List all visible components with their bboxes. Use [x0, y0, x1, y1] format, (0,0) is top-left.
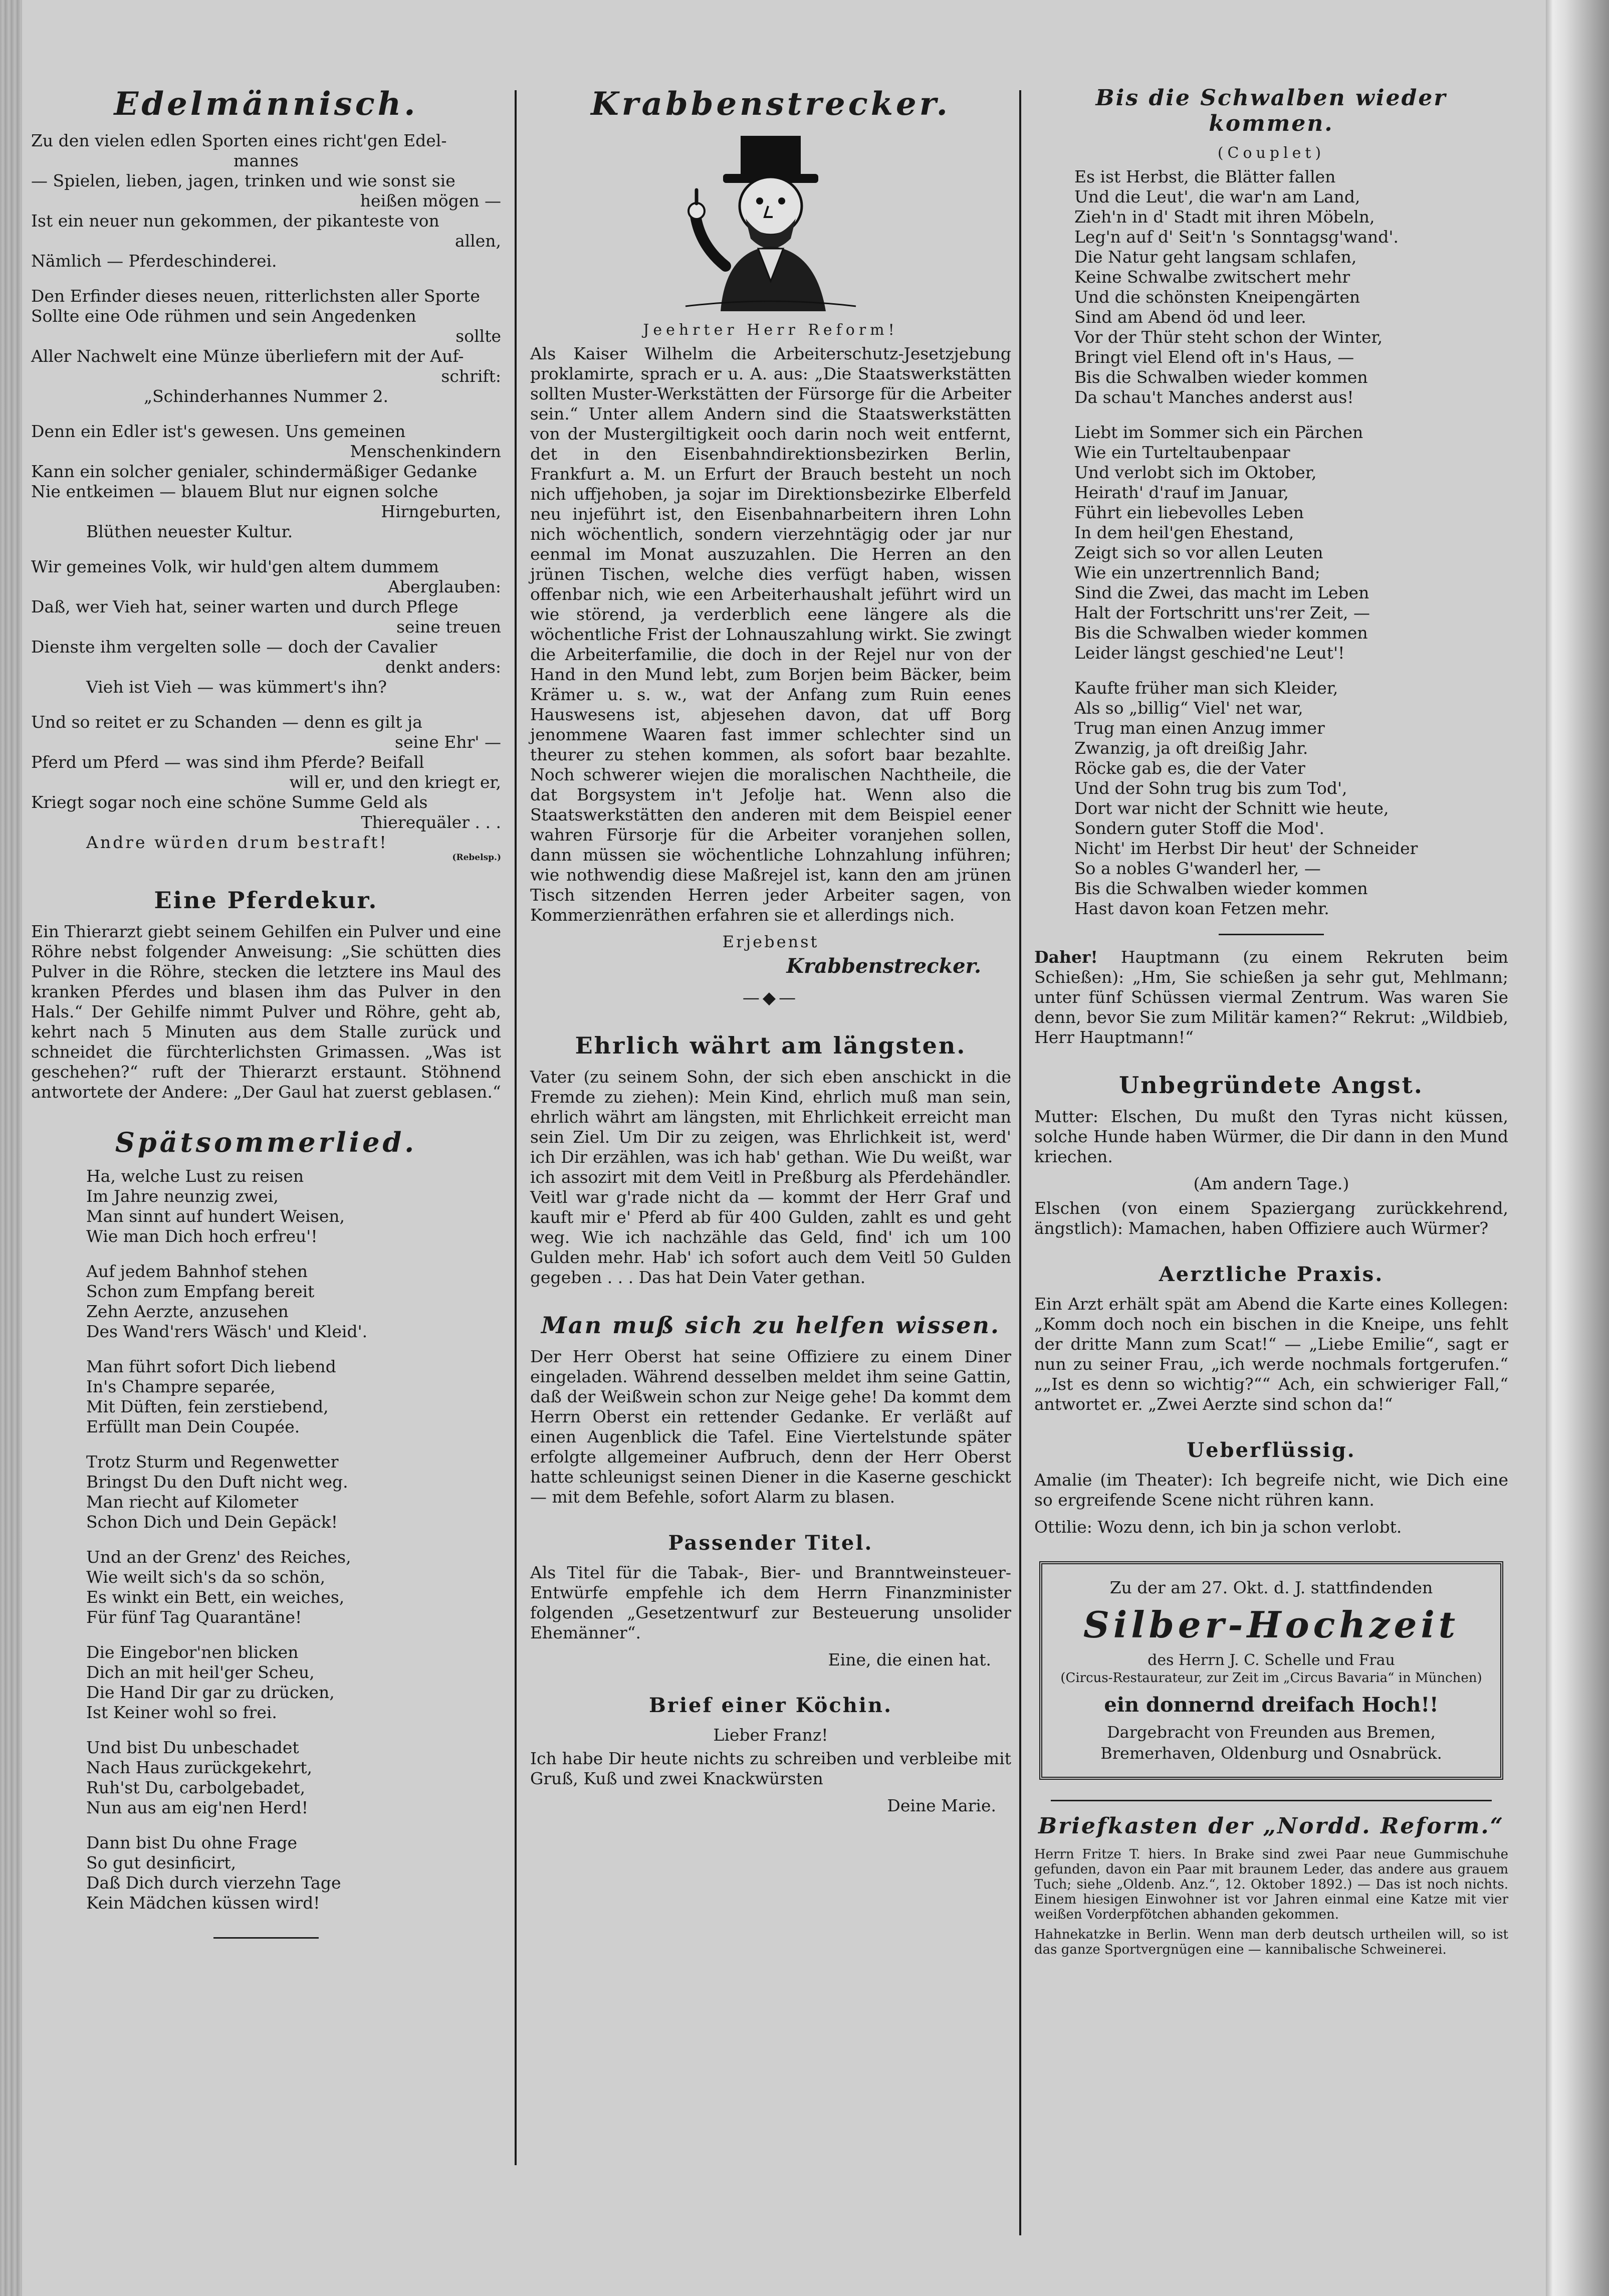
- verse-line: Und bist Du unbeschadet: [86, 1738, 299, 1757]
- article-title: Spätsommerlied.: [115, 1126, 417, 1158]
- verse-line: Hirngeburten,: [381, 502, 501, 521]
- signature: Eine, die einen hat.: [828, 1650, 991, 1669]
- verse-line: Leg'n auf d' Seit'n 's Sonntagsg'wand'.: [1074, 227, 1399, 247]
- verse-line: Liebt im Sommer sich ein Pärchen: [1074, 423, 1363, 442]
- article-title: Krabbenstrecker.: [591, 85, 951, 123]
- article-body: Als Titel für die Tabak-, Bier- und Branntweinsteuer-Entwürfe empfehle ich dem Herrn Finanzminister folgenden „Gesetzentwurf zur Besteuerung unsolider Ehemänner“.: [530, 1563, 1011, 1642]
- article-pferdekur: [31, 887, 501, 1102]
- poem-stanza: [31, 131, 501, 271]
- verse-line: Röcke gab es, die der Vater: [1074, 758, 1305, 778]
- ornament-divider: —◆—: [742, 988, 799, 1008]
- verse-line: Und die Leut', die war'n am Land,: [1074, 187, 1360, 206]
- poem-stanza: [1074, 167, 1508, 407]
- caricature-illustration: [665, 131, 876, 311]
- article-title: Eine Pferdekur.: [154, 887, 378, 914]
- verse-line: denkt anders:: [385, 657, 501, 677]
- verse-line: Heirath' d'rauf im Januar,: [1074, 483, 1289, 502]
- verse-line: mannes: [234, 151, 299, 170]
- poem-stanza: [86, 1547, 501, 1627]
- announcement-from: Dargebracht von Freunden aus Bremen, Bremerhaven, Oldenburg und Osnabrück.: [1100, 1723, 1442, 1763]
- article-title: Man muß sich zu helfen wissen.: [541, 1312, 1000, 1339]
- announcement-note: (Circus-Restaurateur, zur Zeit im „Circus Bavaria“ in München): [1060, 1671, 1482, 1686]
- source-note: (Rebelsp.): [452, 853, 501, 863]
- column-middle: [530, 85, 1011, 1839]
- verse-line: heißen mögen —: [360, 191, 501, 211]
- verse-line: Nie entkeimen — blauem Blut nur eignen solche: [31, 482, 438, 501]
- verse-line: Denn ein Edler ist's gewesen. Uns gemeinen: [31, 422, 406, 441]
- column-rule-right: [1019, 90, 1021, 2235]
- article-brief: [530, 1694, 1011, 1815]
- article-title: Aerztliche Praxis.: [1159, 1263, 1384, 1286]
- verse-line: Vieh ist Vieh — was kümmert's ihn?: [86, 677, 387, 697]
- verse-line: Des Wand'rers Wäsch' und Kleid'.: [86, 1322, 368, 1341]
- verse-line: Sollte eine Ode rühmen und sein Angedenken: [31, 306, 416, 326]
- verse-line: Keine Schwalbe zwitschert mehr: [1074, 267, 1350, 287]
- verse-line: Man führt sofort Dich liebend: [86, 1357, 336, 1376]
- verse-line: Und an der Grenz' des Reiches,: [86, 1547, 351, 1567]
- article-title: Brief einer Köchin.: [648, 1694, 893, 1717]
- article-body: Als Kaiser Wilhelm die Arbeiterschutz-Jesetzjebung proklamirte, sprach er u. A. aus: „Die Staatswerkstätten sollten Muster-Werkstätten der Fürsorge für die Arbeiter sein.“ Unter allem Andern sind die Staatswerkstätten von der Mustergiltigkeit ooch darin noch weit entfernt, det in den Eisenbahndirektionsbezirken Berlin, Frankfurt a. M. un Erfurt der Brauch besteht un noch nich uffjehoben, ja sojar im Direktionsbezirke Elberfeld neu injeführt ist, den Eisenbahnarbeitern ihren Lohn nich wöchentlich, sondern vierzehntägig oder jar nur eenmal im Monat auszuzahlen. Die Herren an den jrünen Tischen, welche dies verfügt haben, wissen offenbar nich, wie een Arbeiterhaushalt jeführt wird un wie störend, ja verderblich eene längere als die wöchentliche Frist der Lohnauszahlung wirkt. Sie zwingt die Arbeiterfamilie, die doch in der Rejel nur von der Hand in den Mund lebt, zum Borjen beim Bäcker, beim Krämer u. s. w., wat der Anfang zum Ruin eenes Hauswesens ist, abjesehen davon, dat uff Borg jenommene Waaren fast immer schlechter sind un theurer zu stehen kommen, als sofort baar bezahlte. Noch schwerer wiejen die moralischen Nachtheile, die dat Borgsystem in't Jefolje hat. Wenn also die Staatswerkstätten den anderen mit dem Beispiel eener wahren Fürsorje für die Arbeiter voranjehen sollen, dann müssen sie wöchentliche Lohnzahlung inführen; wie nothwendig diese Maßrejel ist, kann den am jrünen Tisch sitzenden Herren jeder Arbeiter sagen, von Kommerzienräthen erfahren sie et allerdings nich.: [530, 344, 1011, 925]
- verse-line: Zieh'n in d' Stadt mit ihren Möbeln,: [1074, 207, 1375, 227]
- article-title: Ueberflüssig.: [1187, 1438, 1356, 1462]
- column-rule-left: [515, 90, 517, 2165]
- article-body: Der Herr Oberst hat seine Offiziere zu einem Diner eingeladen. Während desselben meldet ihm seine Gattin, daß der Weißwein schon zur Neige gehe! Da kommt dem Herrn Oberst ein rettender Gedanke. Er verläßt auf einen Augenblick die Tafel. Eine Viertelstunde später erfolgte allgemeiner Aufbruch, denn der Herr Oberst hatte schleunigst seinen Diener in die Kaserne geschickt — mit dem Befehle, sofort Alarm zu blasen.: [530, 1347, 1011, 1507]
- article-spaetsommerlied: [31, 1126, 501, 1913]
- article-titel: [530, 1531, 1011, 1669]
- verse-line: Wie weilt sich's da so schön,: [86, 1567, 326, 1587]
- verse-line: Daß Dich durch vierzehn Tage: [86, 1873, 341, 1893]
- article-title: Passender Titel.: [668, 1531, 873, 1555]
- verse-line: Die Natur geht langsam schlafen,: [1074, 247, 1357, 267]
- verse-line: Wir gemeines Volk, wir huld'gen altem dummem: [31, 557, 439, 576]
- verse-line: So gut desinficirt,: [86, 1853, 237, 1872]
- verse-line: Auf jedem Bahnhof stehen: [86, 1262, 308, 1281]
- article-briefkasten: [1034, 1813, 1508, 1957]
- page-stack-edge: [0, 0, 22, 2296]
- verse-line: Es ist Herbst, die Blätter fallen: [1074, 167, 1336, 186]
- poem-stanza: [31, 557, 501, 697]
- verse-line: Aller Nachwelt eine Münze überliefern mit der Auf-: [31, 346, 464, 366]
- verse-line: Bis die Schwalben wieder kommen: [1074, 367, 1368, 387]
- verse-line: Ist ein neuer nun gekommen, der pikanteste von: [31, 211, 439, 231]
- verse-line: Den Erfinder dieses neuen, ritterlichsten aller Sporte: [31, 286, 480, 306]
- verse-line: Dich an mit heil'ger Scheu,: [86, 1662, 315, 1682]
- lead-word: Daher!: [1034, 947, 1098, 967]
- verse-line: sollte: [455, 326, 501, 346]
- verse-line: Ist Keiner wohl so frei.: [86, 1703, 277, 1722]
- article-angst: [1034, 1072, 1508, 1238]
- verse-line: Es winkt ein Bett, ein weiches,: [86, 1587, 345, 1607]
- announcement-title: Silber-Hochzeit: [1083, 1603, 1460, 1646]
- verse-line: Kaufte früher man sich Kleider,: [1074, 678, 1338, 698]
- poem-stanza: [31, 286, 501, 406]
- verse-line: Nun aus am eig'nen Herd!: [86, 1798, 308, 1817]
- divider: [1219, 934, 1324, 935]
- verse-line: seine treuen: [396, 617, 501, 637]
- divider: [213, 1937, 319, 1939]
- verse-line: Trug man einen Anzug immer: [1074, 718, 1325, 738]
- verse-line: Andre würden drum bestraft!: [86, 832, 388, 852]
- closing: Erjebenst: [722, 932, 819, 951]
- article-title: Bis die Schwalben wieder kommen.: [1095, 85, 1447, 136]
- article-body: Ottilie: Wozu denn, ich bin ja schon verlobt.: [1034, 1517, 1402, 1537]
- poem: [31, 1166, 501, 1913]
- verse-line: Zwanzig, ja oft dreißig Jahr.: [1074, 738, 1308, 758]
- verse-line: Ruh'st Du, carbolgebadet,: [86, 1778, 306, 1797]
- article-praxis: [1034, 1263, 1508, 1414]
- verse-line: will er, und den kriegt er,: [289, 772, 501, 792]
- scene-note: (Am andern Tage.): [1193, 1174, 1349, 1193]
- poem-stanza: [86, 1452, 501, 1532]
- verse-line: Halt der Fortschritt uns'rer Zeit, —: [1074, 603, 1370, 622]
- verse-line: Und verlobt sich im Oktober,: [1074, 463, 1317, 482]
- salutation: Lieber Franz!: [713, 1725, 828, 1745]
- article-krabbenstrecker: [530, 85, 1011, 1008]
- verse-line: seine Ehr' —: [395, 732, 501, 752]
- letterbox-entry: Herrn Fritze T. hiers. In Brake sind zwei Paar neue Gummischuhe gefunden, davon ein Paar mit braunem Leder, das andere aus grauem Tuch; siehe „Oldenb. Anz.“, 12. Oktober 1892.) — Das ist noch nichts. Einem hiesigen Einwohner ist vor Jahren einmal eine Katze mit vier weißen Vorderpfötchen abhanden gekommen.: [1034, 1847, 1508, 1922]
- subtitle: (Couplet): [1217, 144, 1325, 162]
- verse-line: Führt ein liebevolles Leben: [1074, 503, 1304, 522]
- verse-line: Zeigt sich so vor allen Leuten: [1074, 543, 1323, 562]
- poem-stanza: [31, 712, 501, 863]
- verse-line: Dann bist Du ohne Frage: [86, 1833, 298, 1852]
- article-daher: [1034, 947, 1508, 1048]
- verse-line: Für fünf Tag Quarantäne!: [86, 1607, 302, 1627]
- article-title: Edelmännisch.: [114, 85, 418, 123]
- article-body: Mutter: Elschen, Du mußt den Tyras nicht küssen, solche Hunde haben Würmer, die Dir dann in den Mund kriechen.: [1034, 1107, 1508, 1166]
- column-right: [1034, 85, 1508, 1981]
- verse-line: Die Eingebor'nen blicken: [86, 1642, 299, 1662]
- verse-line: Dort war nicht der Schnitt wie heute,: [1074, 798, 1389, 818]
- poem-stanza: [86, 1642, 501, 1723]
- verse-line: allen,: [454, 231, 501, 251]
- poem-stanza: [86, 1166, 501, 1246]
- article-body: Ich habe Dir heute nichts zu schreiben und verbleibe mit Gruß, Kuß und zwei Knackwürsten: [530, 1749, 1011, 1788]
- article-helfen: [530, 1312, 1011, 1507]
- verse-line: In dem heil'gen Ehestand,: [1074, 523, 1294, 542]
- signature: Krabbenstrecker.: [786, 954, 981, 978]
- verse-line: Dienste ihm vergelten solle — doch der Cavalier: [31, 637, 437, 657]
- column-left: [31, 85, 501, 1959]
- poem-stanza: [86, 1357, 501, 1437]
- verse-line: Vor der Thür steht schon der Winter,: [1074, 327, 1383, 347]
- article-schwalben: [1034, 85, 1508, 935]
- verse-line: Nämlich — Pferdeschinderei.: [31, 251, 277, 271]
- verse-line: Thierequäler . . .: [361, 812, 501, 832]
- article-title: Ehrlich währt am längsten.: [575, 1032, 967, 1059]
- verse-line: Erfüllt man Dein Coupée.: [86, 1417, 300, 1436]
- poem-stanza: [31, 422, 501, 542]
- salutation: Jeehrter Herr Reform!: [643, 321, 898, 339]
- poem-stanza: [1074, 423, 1508, 663]
- verse-line: Die Hand Dir gar zu drücken,: [86, 1683, 335, 1702]
- body-text: Hauptmann (zu einem Rekruten beim Schießen): „Hm, Sie schießen ja sehr gut, Mehlmann; unter fünf Schüssen viermal Zentrum. Was waren Sie denn, bevor Sie zum Militär kamen?“ Rekrut: „Wildbieb, Herr Hauptmann!“: [1034, 947, 1508, 1047]
- verse-line: Mit Düften, fein zerstiebend,: [86, 1397, 329, 1416]
- verse-line: Wie man Dich hoch erfreu'!: [86, 1226, 318, 1246]
- verse-line: Man sinnt auf hundert Weisen,: [86, 1206, 345, 1226]
- verse-line: Sondern guter Stoff die Mod'.: [1074, 818, 1325, 838]
- announcement-cheer: ein donnernd dreifach Hoch!!: [1104, 1693, 1439, 1717]
- silver-wedding-announcement: [1039, 1561, 1503, 1780]
- verse-line: Ha, welche Lust zu reisen: [86, 1166, 304, 1186]
- article-body: [1034, 947, 1508, 1048]
- book-edge: [1546, 0, 1609, 2296]
- verse-line: Zu den vielen edlen Sporten eines richt'gen Edel-: [31, 131, 447, 150]
- verse-line: Da schau't Manches anderst aus!: [1074, 387, 1354, 407]
- poem: [1034, 167, 1508, 919]
- verse-line: Wie ein unzertrennlich Band;: [1074, 563, 1320, 582]
- verse-line: Daß, wer Vieh hat, seiner warten und durch Pflege: [31, 597, 458, 616]
- verse-line: Und der Sohn trug bis zum Tod',: [1074, 778, 1347, 798]
- verse-line: Nach Haus zurückgekehrt,: [86, 1758, 313, 1777]
- poem-stanza: [86, 1833, 501, 1913]
- verse-line: schrift:: [441, 366, 501, 386]
- verse-line: Und so reitet er zu Schanden — denn es gilt ja: [31, 712, 422, 732]
- verse-line: Als so „billig“ Viel' net war,: [1074, 698, 1303, 718]
- poem-stanza: [86, 1262, 501, 1342]
- article-title: Unbegründete Angst.: [1119, 1072, 1424, 1099]
- verse-line: Schon Dich und Dein Gepäck!: [86, 1512, 338, 1532]
- verse-line: — Spielen, lieben, jagen, trinken und wie sonst sie: [31, 171, 455, 190]
- verse-line: Pferd um Pferd — was sind ihm Pferde? Beifall: [31, 752, 424, 772]
- verse-line: Aberglauben:: [388, 577, 501, 596]
- article-edelmaennisch: [31, 85, 501, 863]
- article-body: Ein Arzt erhält spät am Abend die Karte eines Kollegen: „Komm doch noch ein bischen in die Kneipe, uns fehlt der dritte Mann zum Scat!“ — „Liebe Emilie“, sagt er nun zu seiner Frau, „ich werde nochmals fortgerufen.“ „„Ist es denn so wichtig?““ Ach, ein schwieriger Fall,“ antwortet er. „Zwei Aerzte sind schon da!“: [1034, 1294, 1508, 1414]
- article-title: Briefkasten der „Nordd. Reform.“: [1038, 1813, 1505, 1839]
- verse-line: Leider längst geschied'ne Leut'!: [1074, 643, 1345, 663]
- article-ehrlich: [530, 1032, 1011, 1288]
- letterbox-entry: Hahnekatzke in Berlin. Wenn man derb deutsch urtheilen will, so ist das ganze Sportvergnügen eine — kannibalische Schweinerei.: [1034, 1927, 1508, 1957]
- announcement-intro: Zu der am 27. Okt. d. J. stattfindenden: [1109, 1578, 1433, 1597]
- verse-line: So a nobles G'wanderl her, —: [1074, 859, 1321, 878]
- verse-line: Trotz Sturm und Regenwetter: [86, 1452, 339, 1472]
- verse-line: Und die schönsten Kneipengärten: [1074, 287, 1360, 307]
- verse-line: Kriegt sogar noch eine schöne Summe Geld als: [31, 792, 428, 812]
- verse-line: Im Jahre neunzig zwei,: [86, 1186, 279, 1206]
- verse-line: In's Champre separée,: [86, 1377, 276, 1396]
- divider: [1051, 1800, 1492, 1801]
- article-body: Elschen (von einem Spaziergang zurückkehrend, ängstlich): Mamachen, haben Offiziere auch Würmer?: [1034, 1198, 1508, 1238]
- verse-line: Blüthen neuester Kultur.: [86, 522, 293, 541]
- poem-stanza: [86, 1738, 501, 1818]
- verse-line: Sind die Zwei, das macht im Leben: [1074, 583, 1369, 602]
- article-body: Amalie (im Theater): Ich begreife nicht, wie Dich eine so ergreifende Scene nicht rühren kann.: [1034, 1470, 1508, 1510]
- verse-line: Bis die Schwalben wieder kommen: [1074, 623, 1368, 643]
- verse-line: Hast davon koan Fetzen mehr.: [1074, 899, 1329, 918]
- verse-line: Kann ein solcher genialer, schindermäßiger Gedanke: [31, 462, 478, 481]
- verse-line: „Schinderhannes Nummer 2.: [143, 386, 389, 406]
- verse-line: Menschenkindern: [350, 442, 501, 461]
- poem-stanza: [1074, 678, 1508, 919]
- verse-line: Schon zum Empfang bereit: [86, 1282, 315, 1301]
- article-ueberfluessig: [1034, 1438, 1508, 1537]
- verse-line: Bis die Schwalben wieder kommen: [1074, 879, 1368, 898]
- verse-line: Sind am Abend öd und leer.: [1074, 307, 1306, 327]
- verse-line: Man riecht auf Kilometer: [86, 1492, 299, 1512]
- signature: Deine Marie.: [887, 1796, 996, 1815]
- verse-line: Wie ein Turteltaubenpaar: [1074, 443, 1290, 462]
- verse-line: Zehn Aerzte, anzusehen: [86, 1302, 289, 1321]
- verse-line: Nicht' im Herbst Dir heut' der Schneider: [1074, 839, 1418, 858]
- verse-line: Kein Mädchen küssen wird!: [86, 1893, 320, 1913]
- verse-line: Bringt viel Elend oft in's Haus, —: [1074, 347, 1354, 367]
- article-body: Ein Thierarzt giebt seinem Gehilfen ein Pulver und eine Röhre nebst folgender Anweisung: „Sie schütten dies Pulver in die Röhre, stecken die letztere ins Maul des kranken Pferdes und blasen ihm das Pulver in den Hals.“ Der Gehilfe nimmt Pulver und Röhre, geht ab, kehrt nach 5 Minuten aus dem Stalle zurück und schneidet die fürchterlichsten Grimassen. „Was ist geschehen?“ ruft der Thierarzt erstaunt. Stöhnend antwortete der Andere: „Der Gaul hat zuerst geblasen.“: [31, 922, 501, 1102]
- article-body: Vater (zu seinem Sohn, der sich eben anschickt in die Fremde zu ziehen): Mein Kind, ehrlich muß man sein, ehrlich währt am längsten, mit Ehrlichkeit erreicht man sein Ziel. Um Dir zu zeigen, was Ehrlichkeit ist, werd' ich Dir erzählen, was ich hab' gethan. Wie Du weißt, war ich assozirt mit dem Veitl in Preßburg als Pferdehändler. Veitl war g'rade nicht da — kommt der Herr Graf und kauft mir e' Pferd ab für 400 Gulden, zahlt es und geht weg. Wie ich nachzähle das Geld, find' ich um 100 Gulden mehr. Hab' ich sofort auch dem Veitl 50 Gulden gegeben . . . Das hat Dein Vater gethan.: [530, 1067, 1011, 1287]
- announcement-couple: des Herrn J. C. Schelle und Frau: [1147, 1651, 1395, 1669]
- verse-line: Bringst Du den Duft nicht weg.: [86, 1472, 348, 1492]
